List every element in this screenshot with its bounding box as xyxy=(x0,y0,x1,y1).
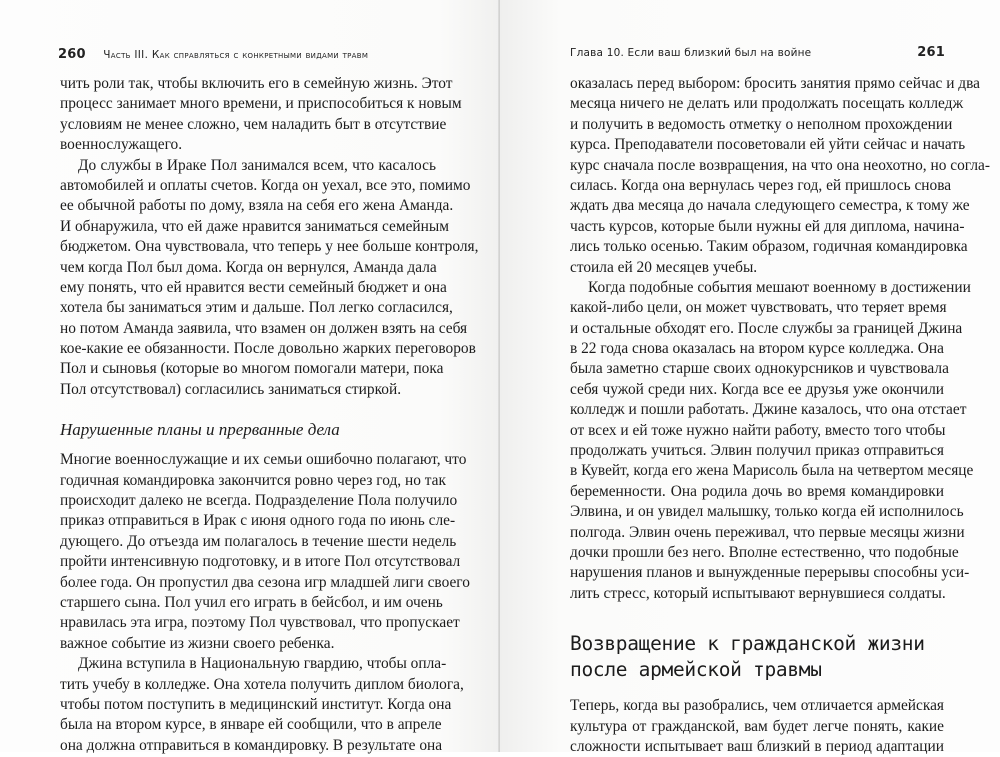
text-line: курса. Преподаватели посоветовали ей уйти сейчас и начать xyxy=(570,136,966,154)
page-number-right: 261 xyxy=(917,45,945,60)
text-line: но потом Аманда заявила, что взамен он должен взять на себя xyxy=(60,319,468,337)
text-line: хотела бы заниматься этим и дальше. Пол легко согласился, xyxy=(60,299,453,317)
text-line: продолжать учиться. Элвин получил приказ отправиться xyxy=(570,442,944,460)
text-line: ждать два месяца до начала следующего семестра, к тому же xyxy=(570,197,970,215)
text-line: Пол отсутствовал) согласились заниматься стиркой. xyxy=(60,380,402,398)
left-running-header xyxy=(58,47,368,62)
left-paragraph-1 xyxy=(60,74,462,156)
text-line: ему понять, что ей нравится вести семейный бюджет и она xyxy=(60,278,447,296)
text-line: Многие военнослужащие и их семьи ошибочно полагают, что xyxy=(60,451,467,469)
text-line: Теперь, когда вы разобрались, чем отличается армейская xyxy=(570,697,944,715)
text-line: полгода. Элвин очень переживал, что первые месяцы жизни xyxy=(570,523,965,541)
text-line: чтобы потом поступить в медицинский институт. Когда она xyxy=(60,695,452,713)
section-heading xyxy=(570,631,944,683)
left-body-text xyxy=(60,74,479,756)
section-heading-line: Возвращение к гражданской жизни xyxy=(570,632,925,656)
text-line: важное событие из жизни своего ребенка. xyxy=(60,634,335,652)
text-line: приказ отправиться в Ирак с июня одного года по июнь сле- xyxy=(60,512,456,530)
text-line: нравилась эта игра, поэтому Пол чувствовал, что пропускает xyxy=(60,614,460,632)
text-line: стоила ей 20 месяцев учебы. xyxy=(570,258,758,276)
page-number-left: 260 xyxy=(58,47,86,62)
text-line: сложности испытывает ваш близкий в период адаптации xyxy=(570,737,944,755)
text-line: кое-какие ее обязанности. После довольно жарких переговоров xyxy=(60,340,476,358)
text-line: ее обычной работы по дому, взяла на себя его жена Аманда. xyxy=(60,197,454,215)
text-line: Когда подобные события мешают военному в достижении xyxy=(588,278,971,296)
text-line: себя чужой среди них. Когда все ее друзья уже окончили xyxy=(570,380,944,398)
text-line: годичная командировка закончится ровно через год, но так xyxy=(60,471,446,489)
text-line: часть курсов, которые были нужны ей для диплома, начина- xyxy=(570,217,965,235)
right-header-title: Глава 10. Если ваш близкий был на войне xyxy=(570,47,812,59)
text-line: силась. Когда она вернулась через год, ей пришлось снова xyxy=(570,176,952,194)
text-line: пройти интенсивную подготовку, и в итоге Пол отсутствовал xyxy=(60,553,461,571)
text-line: До службы в Ираке Пол занимался всем, что касалось xyxy=(78,156,436,174)
right-paragraph-2 xyxy=(570,278,974,604)
text-line: Элвина, и он увидел малышку, только когда ей исполнилось xyxy=(570,503,964,521)
left-paragraph-2 xyxy=(60,156,479,401)
text-line: курс сначала после возвращения, на что она неохотно, но согла- xyxy=(570,156,990,174)
right-running-header xyxy=(570,47,945,59)
left-paragraph-3 xyxy=(60,450,470,654)
text-line: происходит далеко не всегда. Подразделение Пола получило xyxy=(60,492,458,510)
text-line: чем когда Пол был дома. Когда он вернулся, Аманда дала xyxy=(60,258,437,276)
text-line: автомобилей и оплаты счетов. Когда он уехал, все это, помимо xyxy=(60,176,471,194)
text-line: более года. Он пропустил два сезона игр младшей лиги своего xyxy=(60,573,470,591)
text-line: лить стресс, который испытывают вернувшиеся солдаты. xyxy=(570,584,946,602)
text-line: Пол и сыновья (которые во многом помогали матери, пока xyxy=(60,360,444,378)
text-line: Джина вступила в Национальную гвардию, чтобы опла- xyxy=(78,655,447,673)
text-line: беременности. Она родила дочь во время командировки xyxy=(570,482,944,500)
section-heading-line: после армейской травмы xyxy=(570,658,822,682)
text-line: и получить в ведомость отметку о неполном прохождении xyxy=(570,115,953,133)
text-line: и остальные обходят его. После службы за границей Джина xyxy=(570,319,963,337)
text-line: от всех и ей тоже нужно найти работу, вместо того чтобы xyxy=(570,421,946,439)
text-line: была на втором курсе, в январе ей сообщили, что в апреле xyxy=(60,716,442,734)
text-line: тить учебу в колледже. Она хотела получить диплом биолога, xyxy=(60,675,464,693)
left-paragraph-4 xyxy=(60,654,464,756)
text-line: процесс занимает много времени, и приспособиться к новым xyxy=(60,95,462,113)
text-line: была заметно старше своих однокурсников и чувствовала xyxy=(570,360,949,378)
text-line: бюджетом. Она чувствовала, что теперь у нее больше контроля, xyxy=(60,238,479,256)
text-line: культура от гражданской, вам будет легче понять, какие xyxy=(570,717,944,735)
left-header-title: Часть III. Как справляться с конкретными видами травм xyxy=(103,49,369,61)
text-line: какой-либо цели, он может чувствовать, что теряет время xyxy=(570,299,947,317)
text-line: в 22 года снова оказалась на втором курсе колледжа. Она xyxy=(570,340,944,358)
right-paragraph-3 xyxy=(570,696,944,757)
text-line: дующего. До отъезда им полагалось в течение шести недель xyxy=(60,532,457,550)
section-subheading: Нарушенные планы и прерванные дела xyxy=(60,420,340,440)
text-line: И обнаружила, что ей даже нравится заниматься семейным xyxy=(60,217,449,235)
text-line: нарушения планов и вынужденные перерывы способны уси- xyxy=(570,564,970,582)
text-line: старшего сына. Пол учил его играть в бейсбол, и им очень xyxy=(60,593,443,611)
text-line: оказалась перед выбором: бросить занятия прямо сейчас и два xyxy=(570,75,981,92)
left-page xyxy=(0,0,500,752)
text-line: военнослужащего. xyxy=(60,136,183,154)
text-line: колледж и пошли работать. Джине казалось, что она отстает xyxy=(570,401,967,419)
text-line: в Кувейт, когда его жена Марисоль была на четвертом месяце xyxy=(570,462,974,480)
text-line: условиям не менее сложно, чем наладить быт в отсутствие xyxy=(60,115,447,133)
text-line: лись только осенью. Таким образом, годичная командировка xyxy=(570,238,968,256)
text-line: месяца ничего не делать или продолжать посещать колледж xyxy=(570,95,964,113)
text-line: она должна отправиться в командировку. В результате она xyxy=(60,736,443,754)
text-line: дочки прошли без него. Вполне естественно, что подобные xyxy=(570,543,959,561)
right-body-text xyxy=(570,74,990,757)
right-paragraph-1 xyxy=(570,74,990,278)
right-page xyxy=(500,0,1000,755)
text-line: чить роли так, чтобы включить его в семейную жизнь. Этот xyxy=(60,75,453,92)
